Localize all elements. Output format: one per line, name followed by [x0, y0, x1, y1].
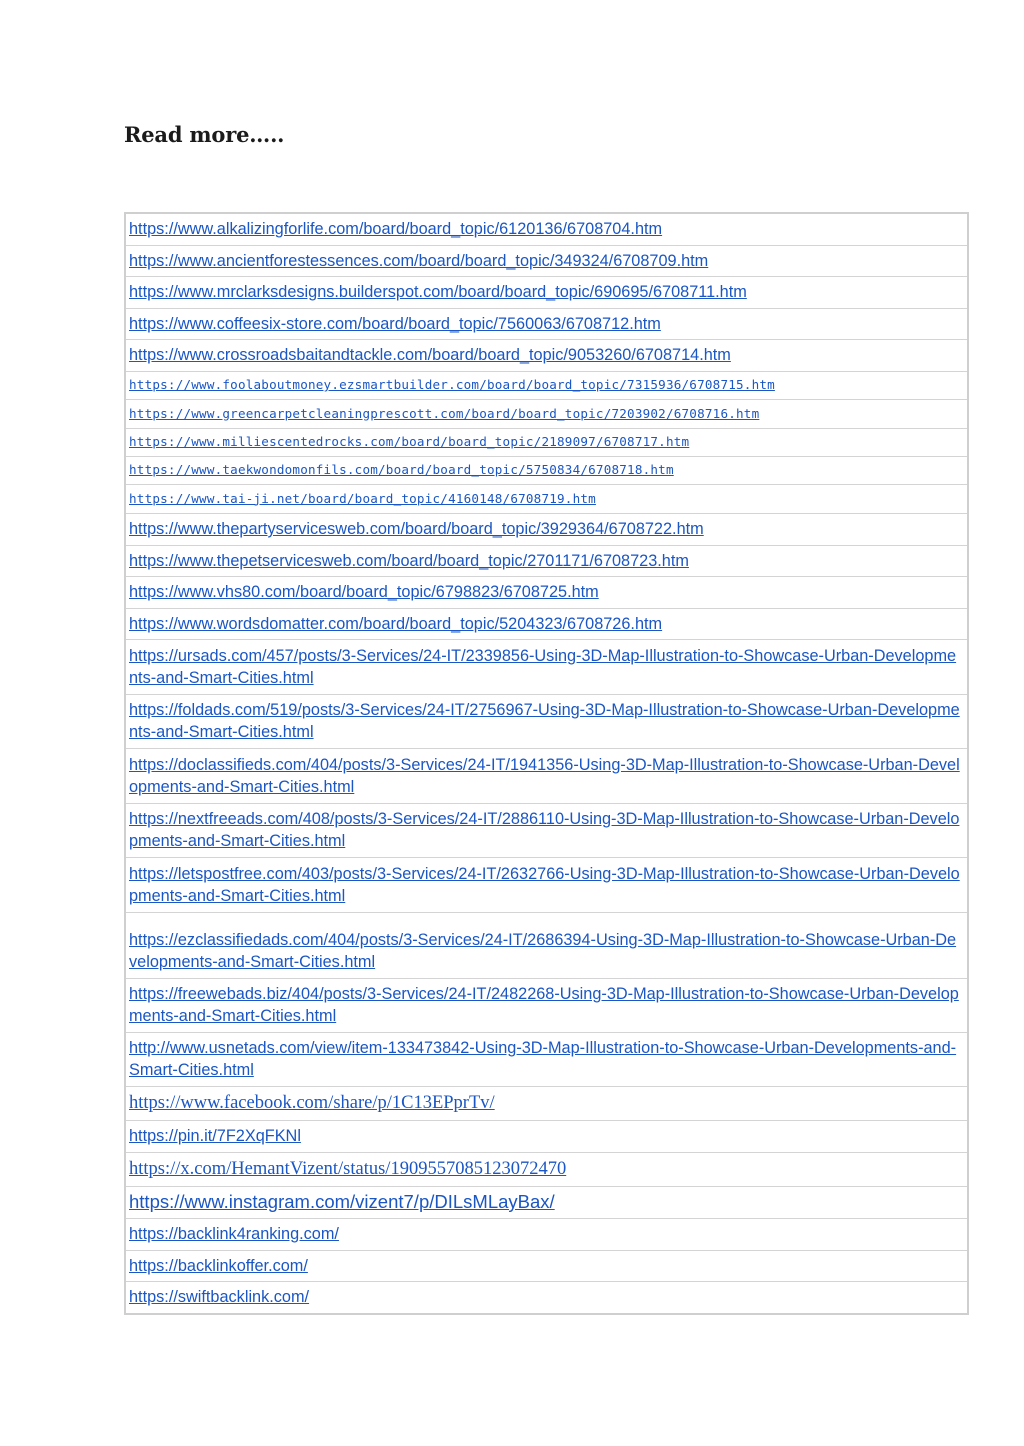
table-row: [125, 639, 968, 694]
link-cell: [125, 1186, 968, 1218]
link[interactable]: https://www.ancientforestessences.com/board/board_topic/349324/6708709.htm: [129, 251, 709, 270]
table-row: [125, 978, 968, 1032]
link[interactable]: https://www.tai-ji.net/board/board_topic/4160148/6708719.htm: [129, 490, 596, 506]
link[interactable]: https://www.mrclarksdesigns.builderspot.com/board/board_topic/690695/6708711.htm: [129, 283, 747, 301]
table-row: [125, 1218, 968, 1250]
table-row: [125, 1086, 968, 1120]
table-row: [125, 545, 968, 576]
link-cell: [125, 608, 968, 639]
link-cell: [125, 1086, 968, 1120]
link[interactable]: https://doclassifieds.com/404/posts/3-Services/24-IT/1941356-Using-3D-Map-Illustration-to-Showcase-Urban-Developments-and-Smart-Cities.html: [129, 755, 960, 796]
links-table-body: [125, 213, 968, 1314]
table-row: [125, 339, 968, 371]
table-row: [125, 576, 968, 608]
table-row: [125, 1250, 968, 1281]
table-row: [125, 456, 968, 484]
table-row: [125, 912, 968, 978]
link[interactable]: https://www.facebook.com/share/p/1C13EPprTv/: [129, 1093, 495, 1113]
link-cell: [125, 371, 968, 399]
link[interactable]: https://swiftbacklink.com/: [129, 1288, 310, 1307]
link[interactable]: https://www.wordsdomatter.com/board/board_topic/5204323/6708726.htm: [129, 614, 663, 633]
link-cell: [125, 513, 968, 545]
link-cell: [125, 308, 968, 339]
table-row: [125, 484, 968, 513]
link-cell: [125, 245, 968, 276]
link-cell: [125, 276, 968, 308]
link[interactable]: https://www.instagram.com/vizent7/p/DILsMLayBax/: [129, 1191, 555, 1212]
link[interactable]: https://nextfreeads.com/408/posts/3-Services/24-IT/2886110-Using-3D-Map-Illustration-to-Showcase-Urban-Developments-and-Smart-Cities.html: [129, 810, 960, 850]
table-row: [125, 1152, 968, 1186]
link[interactable]: https://x.com/HemantVizent/status/1909557085123072470: [129, 1159, 567, 1179]
table-row: [125, 1186, 968, 1218]
link[interactable]: https://www.crossroadsbaitandtackle.com/board/board_topic/9053260/6708714.htm: [129, 346, 731, 364]
table-row: [125, 803, 968, 857]
table-row: [125, 513, 968, 545]
table-row: [125, 245, 968, 276]
link[interactable]: https://www.greencarpetcleaningprescott.com/board/board_topic/7203902/6708716.htm: [129, 405, 760, 421]
link-cell: [125, 748, 968, 803]
link-cell: [125, 1032, 968, 1086]
page-heading: Read more…..: [124, 122, 285, 147]
table-row: [125, 213, 968, 245]
table-row: [125, 1281, 968, 1314]
table-row: [125, 276, 968, 308]
link[interactable]: https://backlink4ranking.com/: [129, 1225, 339, 1243]
link-cell: [125, 1281, 968, 1314]
link-cell: [125, 456, 968, 484]
link-cell: [125, 213, 968, 245]
link-cell: [125, 857, 968, 912]
table-row: [125, 428, 968, 456]
link-cell: [125, 545, 968, 576]
link[interactable]: https://www.thepetservicesweb.com/board/board_topic/2701171/6708723.htm: [129, 551, 689, 570]
link[interactable]: https://foldads.com/519/posts/3-Services/24-IT/2756967-Using-3D-Map-Illustration-to-Showcase-Urban-Developments-and-Smart-Cities.html: [129, 701, 960, 741]
table-row: [125, 371, 968, 399]
table-row: [125, 1032, 968, 1086]
link-cell: [125, 912, 968, 978]
table-row: [125, 1120, 968, 1152]
link-cell: [125, 1120, 968, 1152]
link[interactable]: https://letspostfree.com/403/posts/3-Services/24-IT/2632766-Using-3D-Map-Illustration-to-Showcase-Urban-Developments-and-Smart-Cities.html: [129, 864, 960, 905]
link[interactable]: https://www.coffeesix-store.com/board/board_topic/7560063/6708712.htm: [129, 314, 661, 333]
table-row: [125, 857, 968, 912]
link[interactable]: https://pin.it/7F2XqFKNl: [129, 1127, 301, 1145]
table-row: [125, 748, 968, 803]
link-cell: [125, 339, 968, 371]
link[interactable]: https://www.thepartyservicesweb.com/board/board_topic/3929364/6708722.htm: [129, 520, 704, 538]
link[interactable]: https://ursads.com/457/posts/3-Services/24-IT/2339856-Using-3D-Map-Illustration-to-Showcase-Urban-Developments-and-Smart-Cities.html: [129, 646, 957, 687]
link-cell: [125, 1218, 968, 1250]
table-row: [125, 608, 968, 639]
link[interactable]: https://www.taekwondomonfils.com/board/board_topic/5750834/6708718.htm: [129, 462, 674, 477]
table-row: [125, 694, 968, 748]
link[interactable]: https://www.alkalizingforlife.com/board/board_topic/6120136/6708704.htm: [129, 220, 663, 239]
link[interactable]: https://www.foolaboutmoney.ezsmartbuilder.com/board/board_topic/7315936/6708715.htm: [129, 377, 775, 392]
link-cell: [125, 399, 968, 428]
link[interactable]: https://www.vhs80.com/board/board_topic/6798823/6708725.htm: [129, 583, 599, 601]
link-cell: [125, 1152, 968, 1186]
link-cell: [125, 1250, 968, 1281]
link[interactable]: https://freewebads.biz/404/posts/3-Services/24-IT/2482268-Using-3D-Map-Illustration-to-Showcase-Urban-Developments-and-Smart-Cities.html: [129, 985, 959, 1025]
link[interactable]: https://ezclassifiedads.com/404/posts/3-Services/24-IT/2686394-Using-3D-Map-Illustration-to-Showcase-Urban-Developments-and-Smart-Cities.html: [129, 931, 957, 971]
table-row: [125, 308, 968, 339]
table-row: [125, 399, 968, 428]
links-table: [124, 212, 969, 1315]
link-cell: [125, 576, 968, 608]
link[interactable]: https://www.milliescentedrocks.com/board/board_topic/2189097/6708717.htm: [129, 434, 690, 449]
link[interactable]: http://www.usnetads.com/view/item-133473842-Using-3D-Map-Illustration-to-Showcase-Urban-Developments-and-Smart-Cities.html: [129, 1039, 957, 1079]
link-cell: [125, 978, 968, 1032]
link-cell: [125, 484, 968, 513]
link-cell: [125, 639, 968, 694]
link-cell: [125, 803, 968, 857]
link-cell: [125, 694, 968, 748]
link[interactable]: https://backlinkoffer.com/: [129, 1256, 308, 1275]
link-cell: [125, 428, 968, 456]
